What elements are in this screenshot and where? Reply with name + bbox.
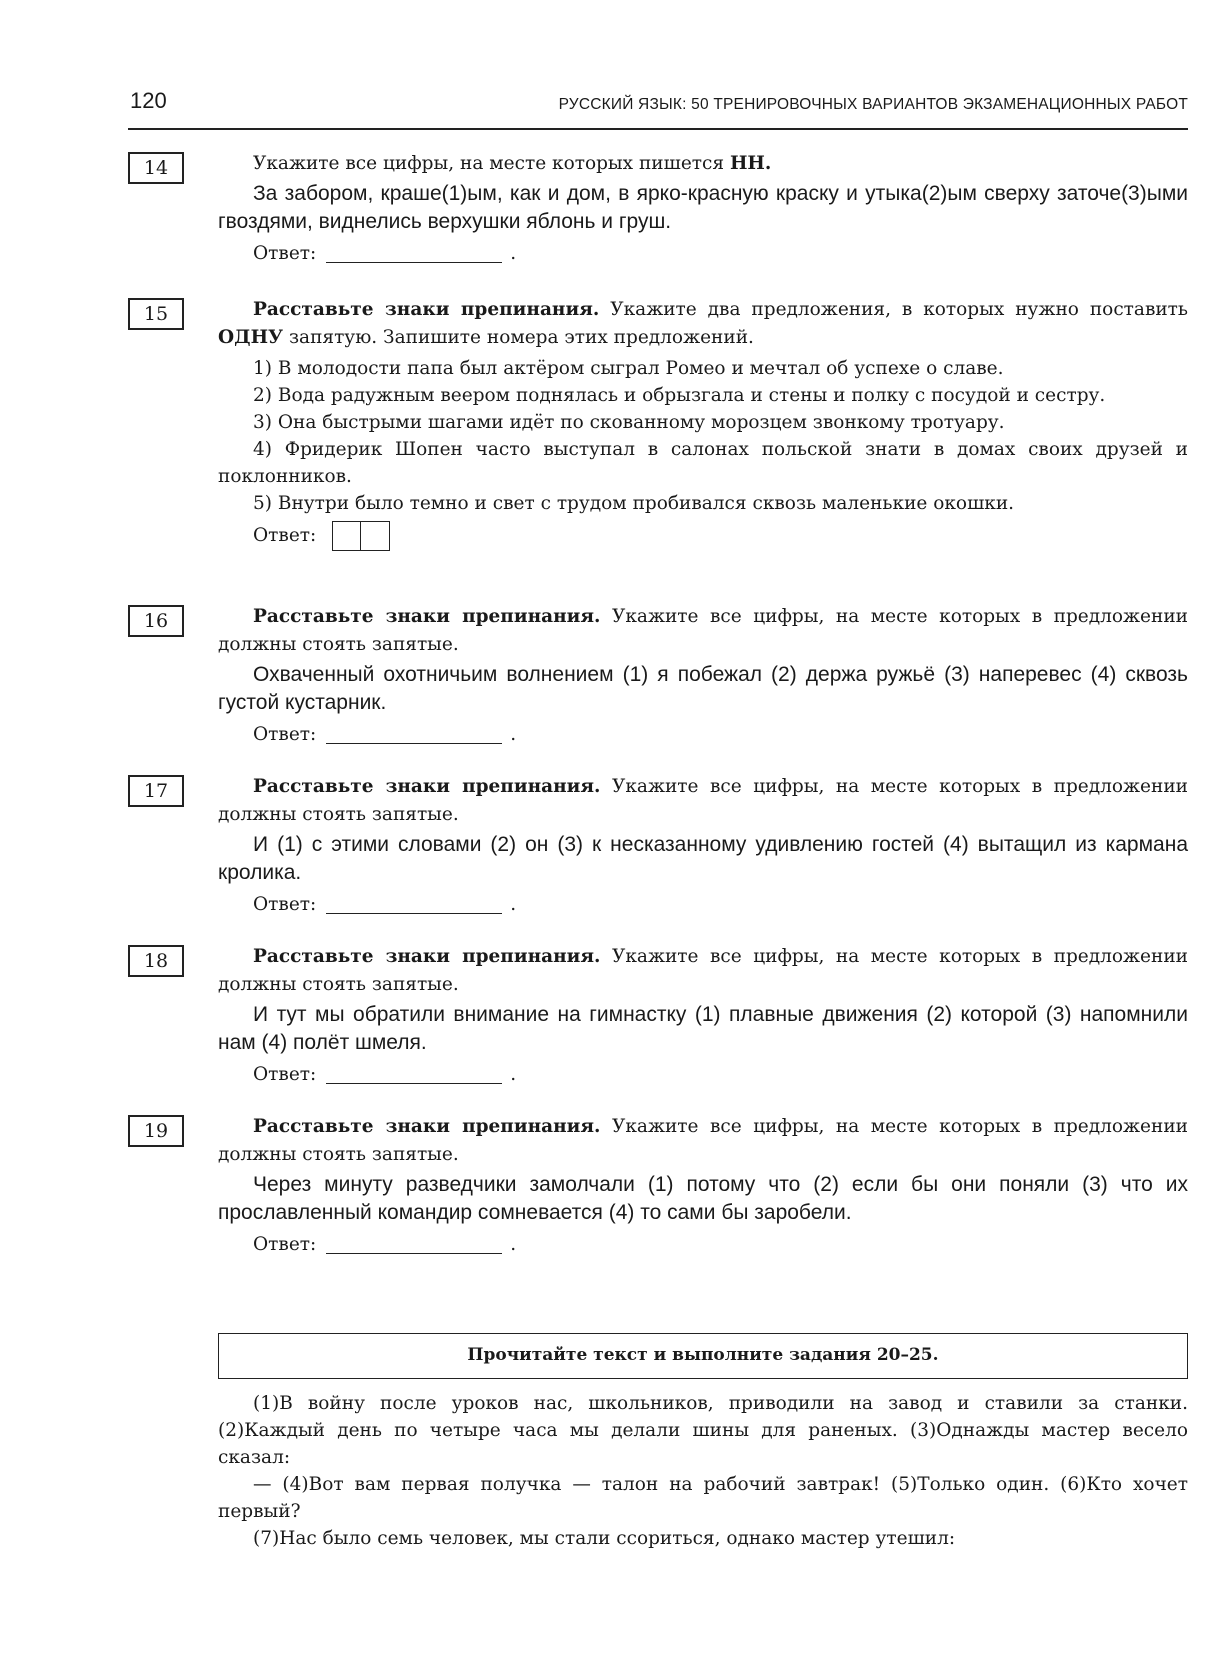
answer-dot: . <box>510 243 517 264</box>
answer-cell[interactable] <box>332 521 361 551</box>
task-number: 14 <box>128 152 184 184</box>
answer-label: Ответ: <box>253 894 317 915</box>
list-item: 4) Фридерик Шопен часто выступал в салонах польской знати в домах своих друзей и поклонников. <box>218 439 1188 487</box>
answer-line[interactable] <box>326 897 502 914</box>
reading-heading: Прочитайте текст и выполните задания 20–25. <box>467 1345 939 1365</box>
list-item: 5) Внутри было темно и свет с трудом пробивался сквозь маленькие окошки. <box>253 493 1015 514</box>
task-instruction: Расставьте знаки препинания. Укажите все цифры, на месте которых в предложении должны стоять запятые. <box>218 946 1188 995</box>
task-instruction: Укажите все цифры, на месте которых пишется НН. <box>253 153 772 174</box>
answer-line[interactable] <box>326 246 502 263</box>
task-18 <box>128 943 1188 1089</box>
reading-text <box>218 1390 1188 1552</box>
task-sentence: И (1) с этими словами (2) он (3) к несказанному удивлению гостей (4) вытащил из кармана кролика. <box>218 833 1188 884</box>
list-item: 1) В молодости папа был актёром сыграл Ромео и мечтал об успехе о славе. <box>253 358 1004 379</box>
task-14 <box>128 150 1188 268</box>
task-number: 16 <box>128 605 184 637</box>
answer-dot: . <box>510 1064 517 1085</box>
answer-field[interactable] <box>253 1061 1188 1089</box>
answer-cells[interactable] <box>332 521 390 551</box>
list-item: 2) Вода радужным веером поднялась и обрызгала и стены и полку с посудой и сестру. <box>253 385 1106 406</box>
task-instruction: Расставьте знаки препинания. Укажите все цифры, на месте которых в предложении должны стоять запятые. <box>218 606 1188 655</box>
page-number: 120 <box>130 88 167 113</box>
task-instruction: Расставьте знаки препинания. Укажите все цифры, на месте которых в предложении должны стоять запятые. <box>218 776 1188 825</box>
answer-dot: . <box>510 894 517 915</box>
task-sentence: За забором, краше(1)ым, как и дом, в ярко-красную краску и утыка(2)ым сверху заточе(3)ыми гвоздями, виднелись верхушки яблонь и груш. <box>218 182 1188 233</box>
answer-line[interactable] <box>326 1067 502 1084</box>
task-15 <box>128 296 1188 551</box>
task-sentence: Через минуту разведчики замолчали (1) потому что (2) если бы они поняли (3) что их прославленный командир сомневается (4) то сами бы заробели. <box>218 1173 1188 1224</box>
task-sentence: И тут мы обратили внимание на гимнастку (1) плавные движения (2) которой (3) напомнили нам (4) полёт шмеля. <box>218 1003 1188 1054</box>
answer-dot: . <box>510 1234 517 1255</box>
answer-field[interactable] <box>253 240 1188 268</box>
reading-paragraph: (1)В войну после уроков нас, школьников, приводили на завод и ставили за станки. (2)Каждый день по четыре часа мы делали шины для раненых. (3)Однажды мастер весело сказал: <box>218 1393 1188 1468</box>
answer-label: Ответ: <box>253 1064 317 1085</box>
answer-line[interactable] <box>326 1237 502 1254</box>
task-number: 18 <box>128 945 184 977</box>
answer-label: Ответ: <box>253 724 317 745</box>
task-19 <box>128 1113 1188 1259</box>
task-instruction: Расставьте знаки препинания. Укажите все цифры, на месте которых в предложении должны стоять запятые. <box>218 1116 1188 1165</box>
answer-cell[interactable] <box>361 521 390 551</box>
task-number: 19 <box>128 1115 184 1147</box>
running-title: РУССКИЙ ЯЗЫК: 50 ТРЕНИРОВОЧНЫХ ВАРИАНТОВ ЭКЗАМЕНАЦИОННЫХ РАБОТ <box>558 96 1188 113</box>
task-number: 15 <box>128 298 184 330</box>
task-instruction: Расставьте знаки препинания. Укажите два предложения, в которых нужно поставить ОДНУ запятую. Запишите номера этих предложений. <box>218 299 1188 348</box>
answer-line[interactable] <box>326 727 502 744</box>
answer-dot: . <box>510 724 517 745</box>
answer-field[interactable] <box>253 891 1188 919</box>
answer-label: Ответ: <box>253 525 317 546</box>
reading-paragraph: (7)Нас было семь человек, мы стали ссориться, однако мастер утешил: <box>253 1528 956 1549</box>
list-item: 3) Она быстрыми шагами идёт по скованному морозцем звонкому тротуару. <box>253 412 1005 433</box>
task-17 <box>128 773 1188 919</box>
answer-label: Ответ: <box>253 243 317 264</box>
answer-field[interactable] <box>253 521 1188 551</box>
page-header <box>128 88 1188 130</box>
task-16 <box>128 603 1188 749</box>
task-number: 17 <box>128 775 184 807</box>
answer-field[interactable] <box>253 721 1188 749</box>
task-sentence: Охваченный охотничьим волнением (1) я побежал (2) держа ружьё (3) наперевес (4) сквозь густой кустарник. <box>218 663 1188 714</box>
answer-label: Ответ: <box>253 1234 317 1255</box>
reading-paragraph: — (4)Вот вам первая получка — талон на рабочий завтрак! (5)Только один. (6)Кто хочет первый? <box>218 1474 1188 1522</box>
answer-field[interactable] <box>253 1231 1188 1259</box>
reading-heading-box <box>218 1333 1188 1379</box>
